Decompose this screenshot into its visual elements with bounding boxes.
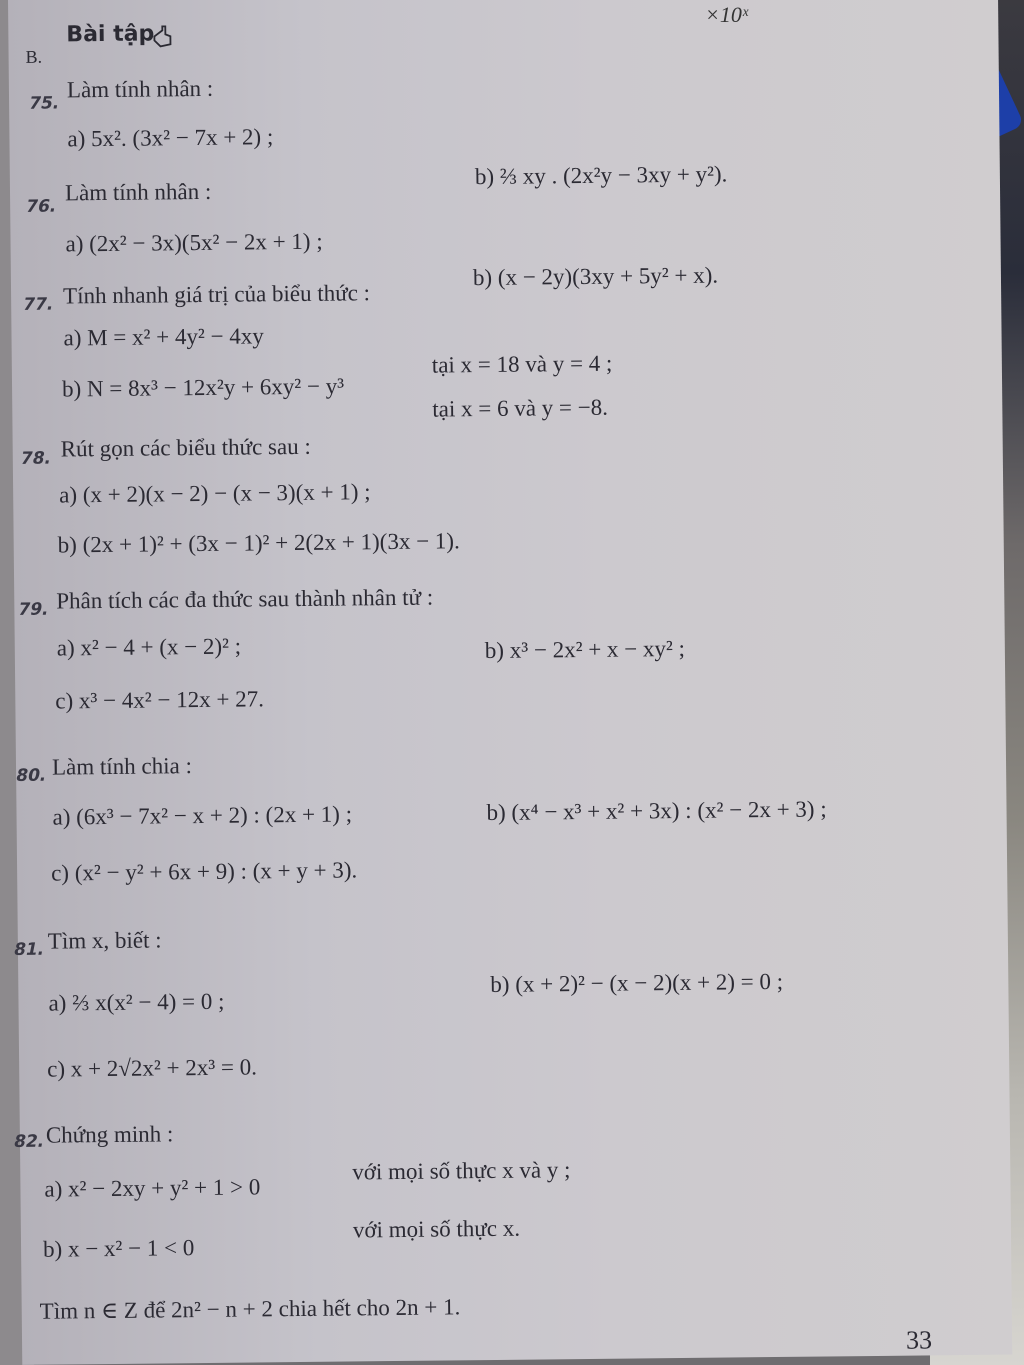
exercise-title: Tính nhanh giá trị của biểu thức :	[62, 280, 371, 309]
exercise-item: b) (2x + 1)² + (3x − 1)² + 2(2x + 1)(3x − 1).	[57, 528, 460, 558]
exercise-item: a) x² − 2xy + y² + 1 > 0	[44, 1174, 261, 1202]
exercise-number: 76.	[24, 196, 59, 217]
exercise-item: a) (x + 2)(x − 2) − (x − 3)(x + 1) ;	[59, 479, 371, 508]
exercise-item: a) M = x² + 4y² − 4xy	[63, 323, 264, 351]
exercise-condition: với mọi số thực x.	[352, 1215, 521, 1243]
exercise-title: Làm tính nhân :	[64, 178, 212, 206]
exercise-item: a) 5x². (3x² − 7x + 2) ;	[67, 124, 274, 152]
exercise-number: 81.	[11, 939, 47, 961]
exercise-number: 82.	[11, 1131, 47, 1153]
section-label: B.	[25, 46, 43, 67]
exercise-item: b) N = 8x³ − 12x²y + 6xy² − y³	[61, 373, 345, 402]
exercise-item: c) (x² − y² + 6x + 9) : (x + y + 3).	[51, 857, 358, 886]
exercise-title: Phân tích các đa thức sau thành nhân tử :	[56, 584, 434, 614]
exercise-condition: tại x = 6 và y = −8.	[432, 394, 609, 422]
page-number: 33	[905, 1325, 933, 1355]
page-title: Bài tập	[66, 21, 155, 48]
exercise-title: Tìm x, biết :	[47, 927, 162, 954]
exercise-title: Chứng minh :	[45, 1121, 174, 1148]
exercise-number: 75.	[27, 93, 62, 114]
textbook-page	[8, 0, 1012, 1365]
exercise-title: Làm tính chia :	[51, 753, 193, 780]
exercise-number: 77.	[21, 294, 56, 315]
exercise-item: c) x + 2√2x² + 2x³ = 0.	[47, 1054, 258, 1082]
exercise-item: b) (x + 2)² − (x − 2)(x + 2) = 0 ;	[490, 968, 784, 998]
exercise-item: a) (2x² − 3x)(5x² − 2x + 1) ;	[65, 228, 323, 257]
exercise-item: a) ⅔ x(x² − 4) = 0 ;	[48, 988, 225, 1016]
exercise-title: Rút gọn các biểu thức sau :	[60, 433, 311, 462]
exercise-item: b) x³ − 2x² + x − xy² ;	[484, 635, 686, 664]
exercise-item: Tìm n ∈ Z để 2n² − n + 2 chia hết cho 2n + 1.	[39, 1294, 461, 1324]
exercise-number: 78.	[18, 448, 53, 469]
exercise-condition: với mọi số thực x và y ;	[352, 1157, 571, 1185]
exercise-item: a) (6x³ − 7x² − x + 2) : (2x + 1) ;	[52, 801, 353, 830]
exercise-item: b) (x⁴ − x³ + x² + 3x) : (x² − 2x + 3) ;	[486, 796, 827, 826]
exercise-item: c) x³ − 4x² − 12x + 27.	[55, 686, 265, 714]
pointing-hand-icon	[150, 24, 174, 50]
exercise-title: Làm tính nhân :	[66, 75, 214, 103]
exercise-item: b) ⅔ xy . (2x²y − 3xy + y²).	[474, 161, 728, 190]
calculator-label: ×10ˣ	[705, 2, 749, 27]
exercise-item: a) x² − 4 + (x − 2)² ;	[56, 633, 242, 661]
exercise-item: b) (x − 2y)(3xy + 5y² + x).	[472, 262, 719, 291]
exercise-condition: tại x = 18 và y = 4 ;	[431, 350, 613, 378]
exercise-number: 79.	[16, 599, 51, 620]
exercise-number: 80.	[14, 765, 49, 786]
exercise-item: b) x − x² − 1 < 0	[42, 1235, 195, 1262]
